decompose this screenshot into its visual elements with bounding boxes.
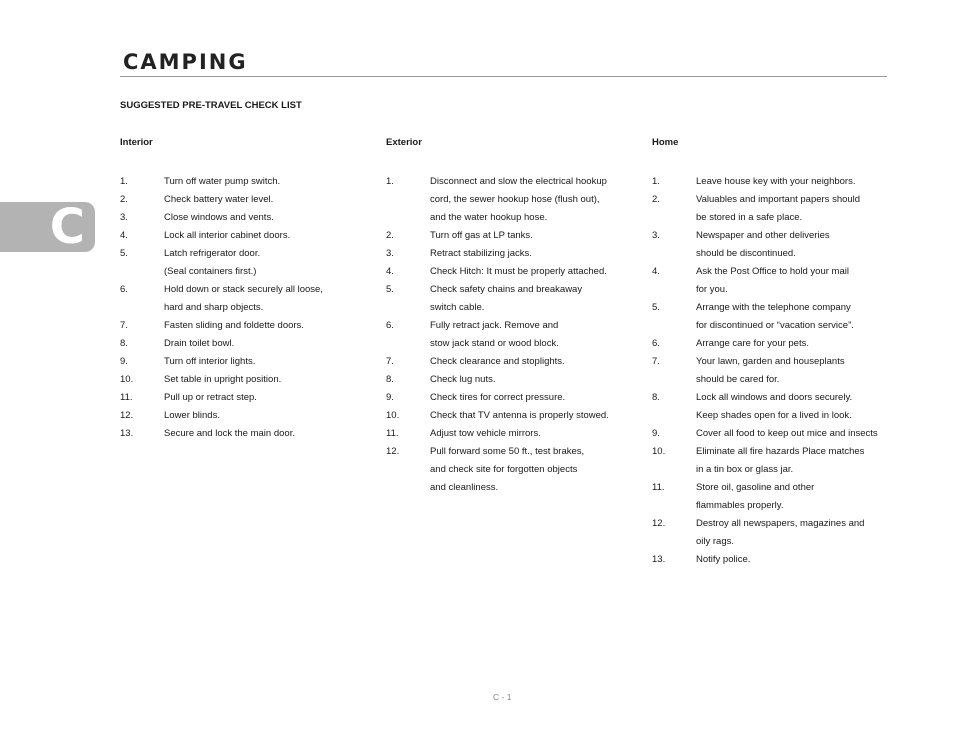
list-item [652, 389, 902, 407]
list-item [386, 227, 636, 245]
list-item-text: Pull forward some 50 ft., test brakes, [430, 446, 585, 457]
list-item-text: Valuables and important papers should [696, 194, 861, 205]
list-item [652, 515, 902, 533]
list-item [652, 461, 902, 479]
list-item [652, 173, 902, 191]
list-item [652, 533, 902, 551]
list-item-text: Ask the Post Office to hold your mail [696, 266, 849, 277]
list-item-text: should be cared for. [696, 374, 780, 385]
list-item-number: 7. [120, 320, 128, 331]
list-item-text: oily rags. [696, 536, 735, 547]
list-item-number: 12. [652, 518, 666, 529]
list-item-text: Check clearance and stoplights. [430, 356, 565, 367]
list-item [386, 479, 636, 497]
list-item [386, 245, 636, 263]
list-item [652, 443, 902, 461]
list-item-text: switch cable. [430, 302, 485, 313]
list-item-text: Secure and lock the main door. [164, 428, 295, 439]
page-title: CAMPING [123, 50, 248, 74]
list-item-number: 2. [386, 230, 394, 241]
list-item-text: should be discontinued. [696, 248, 796, 259]
column-heading: Interior [120, 137, 153, 148]
list-item [120, 191, 370, 209]
list-item-number: 13. [652, 554, 666, 565]
list-item-text: hard and sharp objects. [164, 302, 264, 313]
title-divider [120, 76, 887, 77]
list-item [120, 425, 370, 443]
list-item-text: Turn off interior lights. [164, 356, 256, 367]
list-item-number: 8. [386, 374, 394, 385]
list-item-text: Newspaper and other deliveries [696, 230, 830, 241]
list-item [652, 317, 902, 335]
list-item-number: 5. [120, 248, 128, 259]
list-item-number: 12. [120, 410, 134, 421]
list-item [386, 191, 636, 209]
page-number: C - 1 [493, 692, 512, 702]
list-item-text: Cover all food to keep out mice and insects [696, 428, 878, 439]
checklist-column-interior [120, 137, 370, 443]
list-item-number: 6. [120, 284, 128, 295]
list-item [386, 425, 636, 443]
list-item-text: Fully retract jack. Remove and [430, 320, 559, 331]
list-item-number: 11. [386, 428, 399, 439]
list-item-text: and cleanliness. [430, 482, 499, 493]
list-item [652, 371, 902, 389]
list-item-number: 1. [652, 176, 660, 187]
list-item-number: 7. [386, 356, 394, 367]
list-item [386, 173, 636, 191]
list-item [652, 263, 902, 281]
list-item-text: Hold down or stack securely all loose, [164, 284, 323, 295]
list-item [120, 299, 370, 317]
list-item-text: Disconnect and slow the electrical hookup [430, 176, 607, 187]
list-item-number: 10. [652, 446, 666, 457]
list-item [120, 173, 370, 191]
checklist-column-exterior [386, 137, 636, 497]
list-item-text: Check that TV antenna is properly stowed. [430, 410, 609, 421]
list-item [386, 407, 636, 425]
list-item-number: 3. [652, 230, 660, 241]
list-item-number: 1. [120, 176, 128, 187]
list-item [652, 425, 902, 443]
list-item [386, 263, 636, 281]
list-item-text: Fasten sliding and foldette doors. [164, 320, 304, 331]
list-item [386, 389, 636, 407]
list-item-number: 5. [652, 302, 660, 313]
list-item-number: 10. [386, 410, 400, 421]
list-item [120, 407, 370, 425]
list-item-number: 2. [120, 194, 128, 205]
list-item [386, 299, 636, 317]
list-item-text: Destroy all newspapers, magazines and [696, 518, 865, 529]
list-item [652, 245, 902, 263]
list-item-number: 9. [386, 392, 394, 403]
list-item-text: in a tin box or glass jar. [696, 464, 794, 475]
list-item-number: 7. [652, 356, 660, 367]
list-item [386, 317, 636, 335]
list-item-number: 11. [120, 392, 133, 403]
list-item-text: Check safety chains and breakaway [430, 284, 583, 295]
list-item-number: 3. [120, 212, 128, 223]
section-tab-letter: C [49, 199, 85, 255]
list-item-text: Notify police. [696, 554, 751, 565]
list-item-number: 3. [386, 248, 394, 259]
list-item-text: Lower blinds. [164, 410, 220, 421]
list-item [386, 335, 636, 353]
list-item-text: be stored in a safe place. [696, 212, 803, 223]
list-item [386, 209, 636, 227]
list-item [120, 335, 370, 353]
list-item [386, 371, 636, 389]
list-item-number: 9. [120, 356, 128, 367]
list-item [120, 317, 370, 335]
list-item-text: Drain toilet bowl. [164, 338, 235, 349]
checklist-column-home [652, 137, 902, 569]
list-item-text: Lock all windows and doors securely. [696, 392, 853, 403]
list-item [386, 353, 636, 371]
list-item-text: Check lug nuts. [430, 374, 496, 385]
list-item [652, 479, 902, 497]
list-item [652, 209, 902, 227]
list-item-number: 6. [652, 338, 660, 349]
list-item [652, 335, 902, 353]
list-item-number: 6. [386, 320, 394, 331]
list-item [386, 461, 636, 479]
list-item-text: and check site for forgotten objects [430, 464, 578, 475]
list-item-number: 4. [120, 230, 128, 241]
list-item-number: 8. [120, 338, 128, 349]
column-heading: Home [652, 137, 679, 148]
list-item-number: 2. [652, 194, 660, 205]
list-item-text: (Seal containers first.) [164, 266, 257, 277]
list-item [120, 371, 370, 389]
section-tab [0, 199, 95, 255]
list-item [120, 245, 370, 263]
list-item [652, 551, 902, 569]
list-item [652, 227, 902, 245]
list-item-text: Check battery water level. [164, 194, 274, 205]
list-item-text: for discontinued or “vacation service”. [696, 320, 854, 331]
column-heading: Exterior [386, 137, 422, 148]
list-item [120, 263, 370, 281]
list-item-text: for you. [696, 284, 728, 295]
list-item-text: cord, the sewer hookup hose (flush out), [430, 194, 600, 205]
list-item [120, 281, 370, 299]
list-item-text: Check tires for correct pressure. [430, 392, 566, 403]
list-item-number: 12. [386, 446, 400, 457]
list-item [652, 281, 902, 299]
list-item-text: Turn off gas at LP tanks. [430, 230, 533, 241]
list-item [120, 209, 370, 227]
list-item-number: 8. [652, 392, 660, 403]
list-item [120, 389, 370, 407]
list-item-text: flammables properly. [696, 500, 784, 511]
list-item-text: Lock all interior cabinet doors. [164, 230, 291, 241]
list-item-text: Turn off water pump switch. [164, 176, 281, 187]
list-item-text: Keep shades open for a lived in look. [696, 410, 852, 421]
list-item [652, 191, 902, 209]
list-item-number: 11. [652, 482, 665, 493]
list-item [120, 353, 370, 371]
list-item-text: Close windows and vents. [164, 212, 274, 223]
list-item-text: Store oil, gasoline and other [696, 482, 815, 493]
list-item [652, 407, 902, 425]
list-item-text: Check Hitch: It must be properly attached. [430, 266, 607, 277]
list-item-number: 10. [120, 374, 134, 385]
list-item [652, 353, 902, 371]
section-subtitle: SUGGESTED PRE-TRAVEL CHECK LIST [120, 100, 302, 111]
list-item [652, 299, 902, 317]
list-item-text: Set table in upright position. [164, 374, 282, 385]
list-item-number: 4. [652, 266, 660, 277]
list-item-text: and the water hookup hose. [430, 212, 548, 223]
list-item [120, 227, 370, 245]
list-item-number: 9. [652, 428, 660, 439]
list-item-text: Your lawn, garden and houseplants [696, 356, 845, 367]
list-item-number: 5. [386, 284, 394, 295]
list-item-text: Leave house key with your neighbors. [696, 176, 856, 187]
list-item-text: Pull up or retract step. [164, 392, 257, 403]
list-item-text: stow jack stand or wood block. [430, 338, 559, 349]
list-item-number: 1. [386, 176, 394, 187]
list-item [386, 281, 636, 299]
list-item-number: 13. [120, 428, 134, 439]
list-item [386, 443, 636, 461]
list-item-number: 4. [386, 266, 394, 277]
list-item-text: Adjust tow vehicle mirrors. [430, 428, 541, 439]
list-item-text: Retract stabilizing jacks. [430, 248, 532, 259]
list-item [652, 497, 902, 515]
list-item-text: Arrange with the telephone company [696, 302, 851, 313]
list-item-text: Eliminate all fire hazards Place matches [696, 446, 865, 457]
list-item-text: Arrange care for your pets. [696, 338, 809, 349]
list-item-text: Latch refrigerator door. [164, 248, 261, 259]
